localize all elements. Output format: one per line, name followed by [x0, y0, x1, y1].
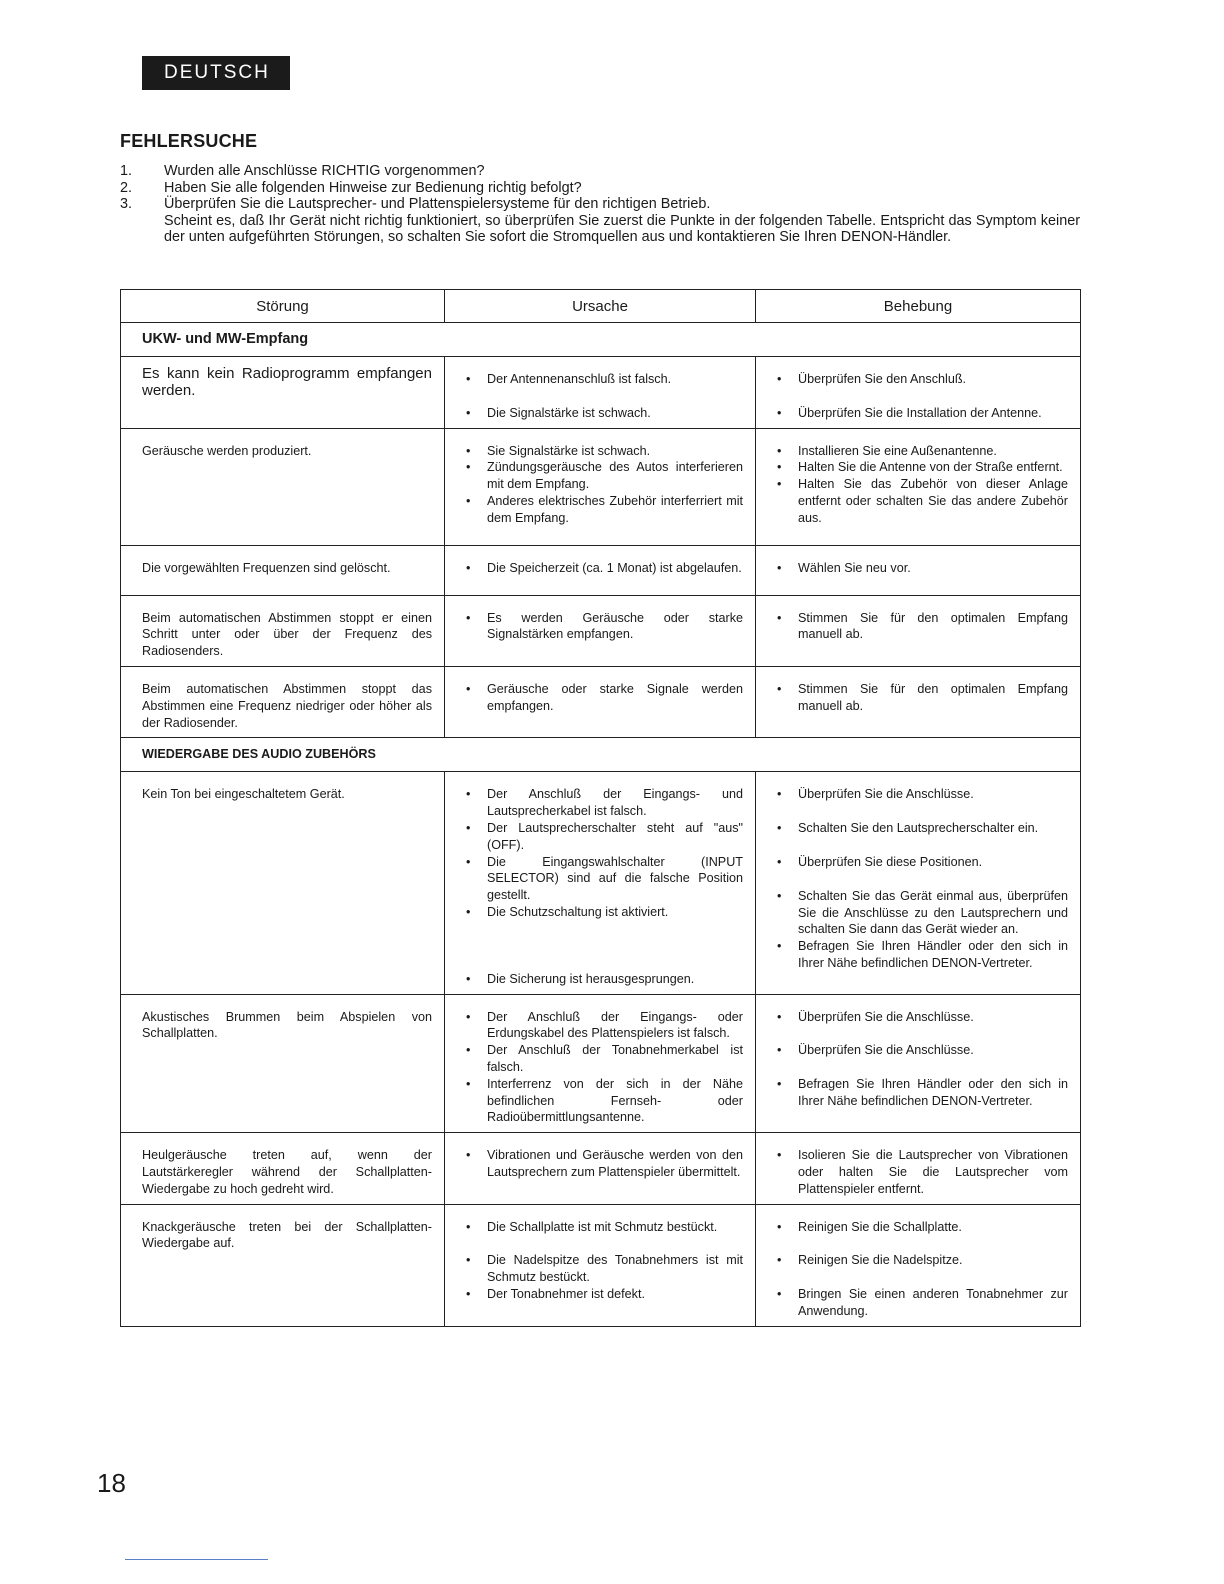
remedy-item: • Stimmen Sie für den optimalen Empfang manuell ab. — [777, 610, 1068, 644]
intro-item-text: Wurden alle Anschlüsse RICHTIG vorgenommen? — [164, 163, 485, 179]
cause-item: • Interferrenz von der sich in der Nähe befindlichen Fernseh- oder Radioübermittlungsantenne. — [466, 1076, 743, 1126]
remedy-item: • Reinigen Sie die Nadelspitze. — [777, 1252, 1068, 1269]
remedy-item: • Bringen Sie einen anderen Tonabnehmer zur Anwendung. — [777, 1286, 1068, 1320]
remedy-item: • Halten Sie das Zubehör von dieser Anlage entfernt oder schalten Sie das andere Zubehör aus. — [777, 476, 1068, 526]
cause-item: • Der Tonabnehmer ist defekt. — [466, 1286, 743, 1303]
symptom-cell: Geräusche werden produziert. — [121, 428, 445, 545]
cause-item: • Der Anschluß der Tonabnehmerkabel ist falsch. — [466, 1042, 743, 1076]
remedy-item: • Überprüfen Sie die Anschlüsse. — [777, 786, 1068, 803]
section-row — [121, 323, 1081, 357]
intro-item-text: Haben Sie alle folgenden Hinweise zur Bedienung richtig befolgt? — [164, 179, 582, 196]
remedy-item: • Schalten Sie das Gerät einmal aus, überprüfen Sie die Anschlüsse zu den Lautsprechern und schalten Sie dann das Gerät wieder an. — [777, 888, 1068, 938]
section-title-reception: UKW- und MW-Empfang — [121, 323, 1081, 357]
column-header-remedy: Behebung — [756, 290, 1081, 323]
column-header-symptom: Störung — [121, 290, 445, 323]
table-row — [121, 1204, 1081, 1326]
symptom-cell: Die vorgewählten Frequenzen sind gelöscht. — [121, 545, 445, 595]
remedy-item: • Überprüfen Sie die Anschlüsse. — [777, 1042, 1068, 1059]
table-header-row — [121, 290, 1081, 323]
cause-item: • Die Eingangswahlschalter (INPUT SELECTOR) sind auf die falsche Position gestellt. — [466, 854, 743, 904]
symptom-cell: Heulgeräusche treten auf, wenn der Lautstärkeregler während der Schallplatten-Wiedergabe zu hoch gedreht wird. — [121, 1133, 445, 1204]
remedy-item: • Isolieren Sie die Lautsprecher von Vibrationen oder halten Sie die Lautsprecher vom Plattenspieler entfernt. — [777, 1147, 1068, 1197]
table-row — [121, 357, 1081, 429]
cause-cell — [445, 666, 756, 737]
cause-item: • Die Nadelspitze des Tonabnehmers ist mit Schmutz bestückt. — [466, 1252, 743, 1286]
language-badge: DEUTSCH — [142, 56, 290, 90]
cause-item: • Der Anschluß der Eingangs- oder Erdungskabel des Plattenspielers ist falsch. — [466, 1009, 743, 1043]
cause-item: • Der Antennenanschluß ist falsch. — [466, 371, 743, 388]
table-row — [121, 1133, 1081, 1204]
cause-cell — [445, 595, 756, 666]
remedy-item: • Reinigen Sie die Schallplatte. — [777, 1219, 1068, 1236]
remedy-item: • Schalten Sie den Lautsprecherschalter ein. — [777, 820, 1068, 837]
intro-item-text: Überprüfen Sie die Lautsprecher- und Plattenspielersysteme für den richtigen Betrieb. — [164, 196, 711, 212]
cause-cell — [445, 1204, 756, 1326]
table-row — [121, 428, 1081, 545]
cause-item: • Der Lautsprecherschalter steht auf "aus" (OFF). — [466, 820, 743, 854]
cause-item: • Die Sicherung ist herausgesprungen. — [466, 971, 743, 988]
intro-item-number: 1. — [120, 163, 133, 179]
remedy-cell — [756, 595, 1081, 666]
cause-cell — [445, 994, 756, 1133]
remedy-item: • Halten Sie die Antenne von der Straße entfernt. — [777, 459, 1068, 476]
symptom-cell: Beim automatischen Abstimmen stoppt das Abstimmen eine Frequenz niedriger oder höher als der Radiosender. — [121, 666, 445, 737]
cause-item: • Zündungsgeräusche des Autos interferieren mit dem Empfang. — [466, 459, 743, 493]
cause-cell — [445, 545, 756, 595]
cause-item: • Die Speicherzeit (ca. 1 Monat) ist abgelaufen. — [466, 560, 743, 577]
symptom-cell: Kein Ton bei eingeschaltetem Gerät. — [121, 772, 445, 994]
remedy-cell — [756, 994, 1081, 1133]
column-header-cause: Ursache — [445, 290, 756, 323]
intro-item — [120, 180, 1080, 197]
cause-item: • Es werden Geräusche oder starke Signalstärken empfangen. — [466, 610, 743, 644]
remedy-cell — [756, 357, 1081, 429]
remedy-item: • Befragen Sie Ihren Händler oder den sich in Ihrer Nähe befindlichen DENON-Vertreter. — [777, 1076, 1068, 1110]
page-title: FEHLERSUCHE — [120, 131, 258, 151]
cause-item: • Die Schallplatte ist mit Schmutz bestückt. — [466, 1219, 743, 1236]
intro-paragraph: Scheint es, daß Ihr Gerät nicht richtig funktioniert, so überprüfen Sie zuerst die Punkte in der folgenden Tabelle. Entspricht das Symptom keiner der unten aufgeführten Störungen, so schalten Sie sofort die Stromquellen aus und kontaktieren Sie Ihren DENON-Händler. — [164, 212, 1080, 245]
intro-checklist — [120, 163, 1080, 246]
cause-cell — [445, 772, 756, 994]
cause-cell — [445, 1133, 756, 1204]
troubleshooting-table — [120, 289, 1081, 1327]
table-row — [121, 666, 1081, 737]
remedy-item: • Installieren Sie eine Außenantenne. — [777, 443, 1068, 460]
cause-item: • Der Anschluß der Eingangs- und Lautsprecherkabel ist falsch. — [466, 786, 743, 820]
symptom-cell: Knackgeräusche treten bei der Schallplatten-Wiedergabe auf. — [121, 1204, 445, 1326]
intro-item — [120, 163, 1080, 180]
intro-item-number: 3. — [120, 196, 133, 212]
cause-cell — [445, 357, 756, 429]
table-row — [121, 595, 1081, 666]
cause-item: • Sie Signalstärke ist schwach. — [466, 443, 743, 460]
remedy-cell — [756, 772, 1081, 994]
remedy-item: • Befragen Sie Ihren Händler oder den sich in Ihrer Nähe befindlichen DENON-Vertreter. — [777, 938, 1068, 972]
cause-item: • Geräusche oder starke Signale werden empfangen. — [466, 681, 743, 715]
remedy-cell — [756, 545, 1081, 595]
cause-item: • Vibrationen und Geräusche werden von den Lautsprechern zum Plattenspieler übermittelt. — [466, 1147, 743, 1181]
remedy-item: • Stimmen Sie für den optimalen Empfang manuell ab. — [777, 681, 1068, 715]
intro-item-number: 2. — [120, 179, 133, 196]
cause-item: • Die Schutzschaltung ist aktiviert. — [466, 904, 743, 921]
remedy-item: • Überprüfen Sie die Installation der Antenne. — [777, 405, 1068, 422]
table-row — [121, 994, 1081, 1133]
remedy-item: • Überprüfen Sie diese Positionen. — [777, 854, 1068, 871]
symptom-cell: Es kann kein Radioprogramm empfangen werden. — [121, 357, 445, 429]
symptom-cell: Akustisches Brummen beim Abspielen von Schallplatten. — [121, 994, 445, 1133]
page-number: 18 — [97, 1468, 126, 1498]
footer-rule — [125, 1559, 268, 1560]
cause-cell — [445, 428, 756, 545]
remedy-item: • Wählen Sie neu vor. — [777, 560, 1068, 577]
remedy-item: • Überprüfen Sie die Anschlüsse. — [777, 1009, 1068, 1026]
intro-item — [120, 196, 1080, 213]
table-row — [121, 772, 1081, 994]
remedy-cell — [756, 428, 1081, 545]
section-row — [121, 738, 1081, 772]
cause-item: • Anderes elektrisches Zubehör interferriert mit dem Empfang. — [466, 493, 743, 527]
symptom-cell: Beim automatischen Abstimmen stoppt er einen Schritt unter oder über der Frequenz des Radiosenders. — [121, 595, 445, 666]
remedy-cell — [756, 1204, 1081, 1326]
remedy-item: • Überprüfen Sie den Anschluß. — [777, 371, 1068, 388]
cause-item: • Die Signalstärke ist schwach. — [466, 405, 743, 422]
section-title-playback: WIEDERGABE DES AUDIO ZUBEHÖRS — [121, 738, 1081, 772]
remedy-cell — [756, 666, 1081, 737]
table-row — [121, 545, 1081, 595]
remedy-cell — [756, 1133, 1081, 1204]
